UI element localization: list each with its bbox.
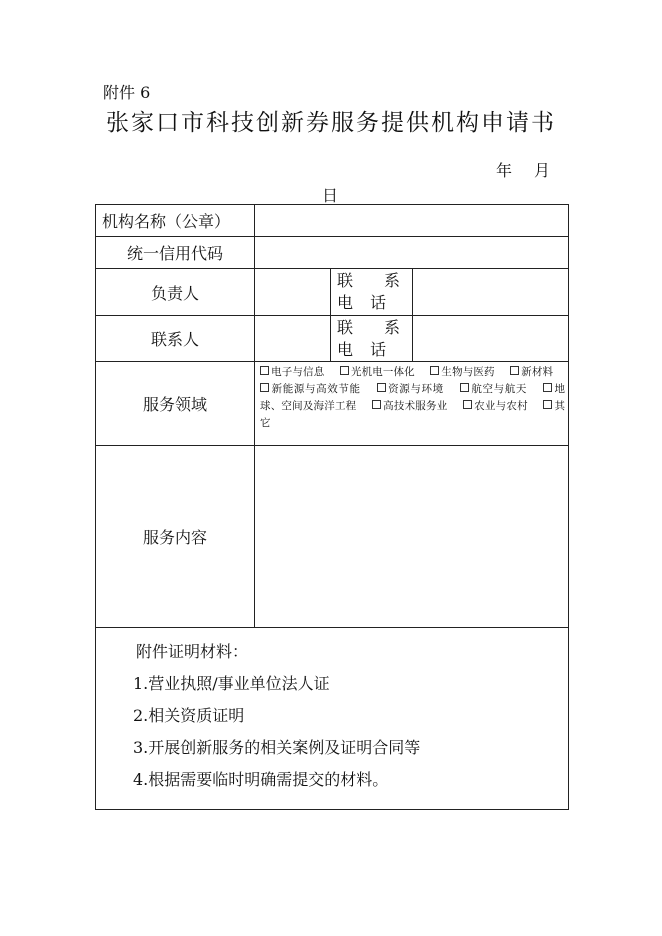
checkbox-icon[interactable] bbox=[260, 383, 269, 392]
attachment-number: 附件 6 bbox=[103, 83, 151, 102]
checkbox-icon[interactable] bbox=[460, 383, 469, 392]
service-field-option[interactable]: 新材料 bbox=[510, 366, 553, 378]
service-field-option[interactable]: 电子与信息 bbox=[260, 366, 324, 378]
leader-label: 负责人 bbox=[96, 269, 255, 316]
row-service-content bbox=[96, 446, 569, 628]
attachment-item: 1.营业执照/事业单位法人证 bbox=[133, 674, 330, 693]
row-leader bbox=[96, 269, 569, 316]
leader-field[interactable] bbox=[255, 269, 331, 316]
row-credit-code bbox=[96, 237, 569, 269]
application-form bbox=[95, 204, 569, 810]
leader-phone-field[interactable] bbox=[413, 269, 569, 316]
attachment-item: 3.开展创新服务的相关案例及证明合同等 bbox=[133, 738, 421, 757]
checkbox-icon[interactable] bbox=[430, 366, 439, 375]
service-field-label: 服务领域 bbox=[96, 362, 255, 446]
row-org-name bbox=[96, 205, 569, 237]
contact-phone-field[interactable] bbox=[413, 316, 569, 362]
checkbox-icon[interactable] bbox=[543, 383, 552, 392]
service-field-option[interactable]: 农业与农村 bbox=[463, 400, 528, 412]
service-content-field[interactable] bbox=[255, 446, 569, 628]
credit-code-label: 统一信用代码 bbox=[96, 237, 255, 269]
checkbox-icon[interactable] bbox=[340, 366, 349, 375]
service-field-option[interactable]: 地球、空间及海洋工程 bbox=[260, 383, 566, 412]
attachment-item: 4.根据需要临时明确需提交的材料。 bbox=[133, 770, 389, 789]
contact-phone-label: 联 系 电 话 bbox=[331, 316, 413, 362]
service-field-option[interactable]: 生物与医药 bbox=[430, 366, 494, 378]
row-contact bbox=[96, 316, 569, 362]
service-field-option[interactable]: 其它 bbox=[260, 400, 566, 429]
checkbox-icon[interactable] bbox=[510, 366, 519, 375]
credit-code-field[interactable] bbox=[255, 237, 569, 269]
checkbox-icon[interactable] bbox=[463, 400, 472, 409]
row-service-field bbox=[96, 362, 569, 446]
checkbox-icon[interactable] bbox=[260, 366, 269, 375]
date-year: 年 bbox=[496, 161, 513, 180]
org-name-field[interactable] bbox=[255, 205, 569, 237]
row-attachments bbox=[96, 628, 569, 810]
document-title: 张家口市科技创新券服务提供机构申请书 bbox=[106, 110, 556, 136]
contact-field[interactable] bbox=[255, 316, 331, 362]
service-field-option[interactable]: 资源与环境 bbox=[377, 383, 444, 395]
service-field-option[interactable]: 高技术服务业 bbox=[372, 400, 447, 412]
service-field-options bbox=[255, 362, 569, 446]
service-field-option[interactable]: 航空与航天 bbox=[460, 383, 527, 395]
service-field-option[interactable]: 新能源与高效节能 bbox=[260, 383, 361, 395]
date-month: 月 bbox=[534, 161, 551, 180]
date-day: 日 bbox=[322, 186, 339, 205]
contact-label: 联系人 bbox=[96, 316, 255, 362]
attachments-cell bbox=[96, 628, 569, 810]
org-name-label: 机构名称（公章） bbox=[96, 205, 255, 237]
date-year-month bbox=[496, 158, 550, 181]
service-field-option[interactable]: 光机电一体化 bbox=[340, 366, 415, 378]
checkbox-icon[interactable] bbox=[372, 400, 381, 409]
attachment-item: 2.相关资质证明 bbox=[133, 706, 245, 725]
leader-phone-label: 联 系 电 话 bbox=[331, 269, 413, 316]
checkbox-icon[interactable] bbox=[377, 383, 386, 392]
service-content-label: 服务内容 bbox=[96, 446, 255, 628]
checkbox-icon[interactable] bbox=[543, 400, 552, 409]
attachments-title: 附件证明材料： bbox=[136, 642, 249, 661]
